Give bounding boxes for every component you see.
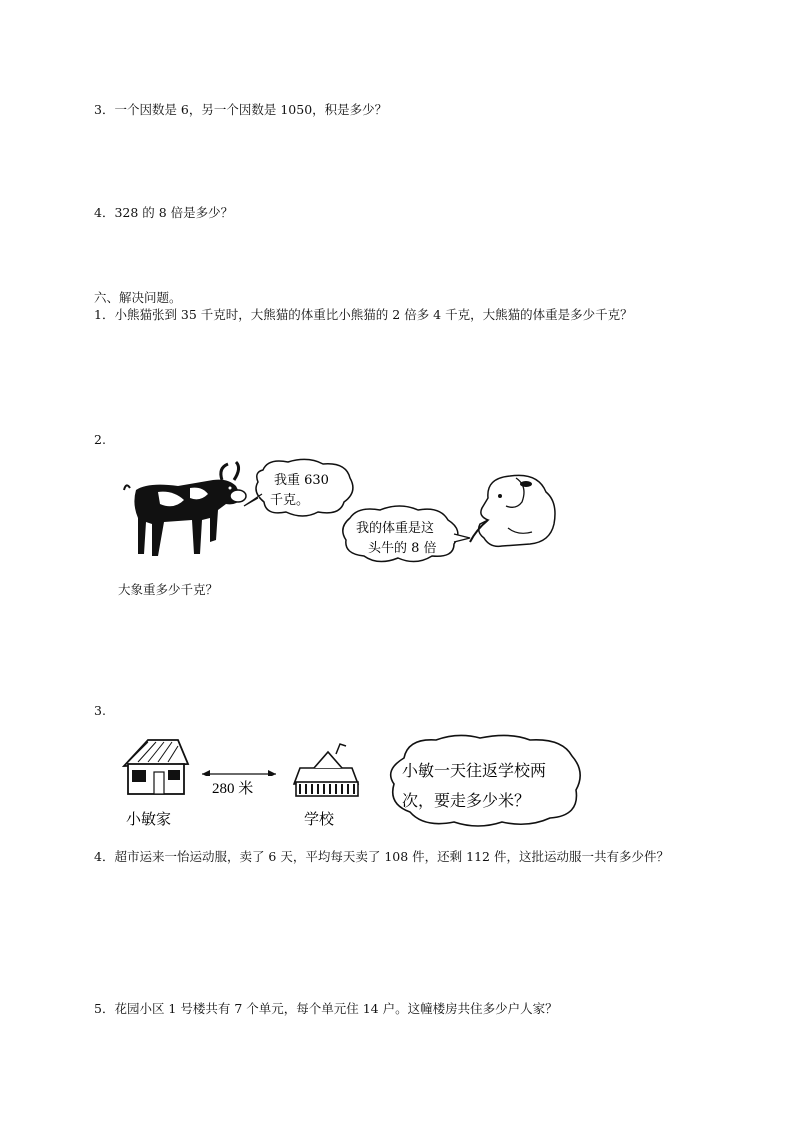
speech-bubble-cow	[244, 459, 353, 516]
cow-elephant-illustration	[118, 458, 563, 573]
problem-3-number: 3.	[94, 703, 106, 718]
problem-2-question: 大象重多少千克？	[118, 582, 219, 597]
elephant-icon	[470, 475, 555, 546]
school-icon	[294, 744, 358, 796]
section-6-title: 六、解决问题。	[94, 290, 182, 305]
school-label: 学校	[304, 810, 335, 828]
problem-4: 4．超市运来一怡运动服，卖了 6 天，平均每天卖了 108 件，还剩 112 件，这批运动服一共有多少件？	[94, 849, 669, 864]
problem-2-number: 2.	[94, 432, 106, 447]
house-icon	[124, 740, 188, 794]
problem-5: 5．花园小区 1 号楼共有 7 个单元，每个单元住 14 户。这幢楼房共住多少户人家？	[94, 1001, 558, 1016]
distance-label: 280 米	[212, 781, 254, 797]
distance-arrow	[202, 770, 276, 800]
question-bubble-line-1: 小敏一天往返学校两	[402, 761, 547, 780]
bubble-2-line-1: 我的体重是这	[356, 521, 435, 536]
bubble-2-line-2: 头牛的 8 倍	[368, 541, 437, 556]
cow-icon	[124, 462, 246, 556]
speech-bubble-question	[391, 735, 580, 826]
bubble-1-line-2: 千克。	[270, 493, 310, 508]
question-bubble-line-2: 次，要走多少米？	[402, 791, 531, 810]
home-label: 小敏家	[126, 810, 172, 828]
bubble-1-line-1: 我重 630	[274, 473, 329, 488]
exercise-5-question-4: 4．328 的 8 倍是多少？	[94, 205, 234, 220]
problem-1: 1．小熊猫张到 35 千克时，大熊猫的体重比小熊猫的 2 倍多 4 千克，大熊猫的体重是多少千克？	[94, 307, 633, 322]
home-school-illustration	[118, 732, 588, 832]
speech-bubble-elephant	[343, 506, 470, 562]
exercise-5-question-3: 3．一个因数是 6，另一个因数是 1050，积是多少？	[94, 102, 388, 117]
